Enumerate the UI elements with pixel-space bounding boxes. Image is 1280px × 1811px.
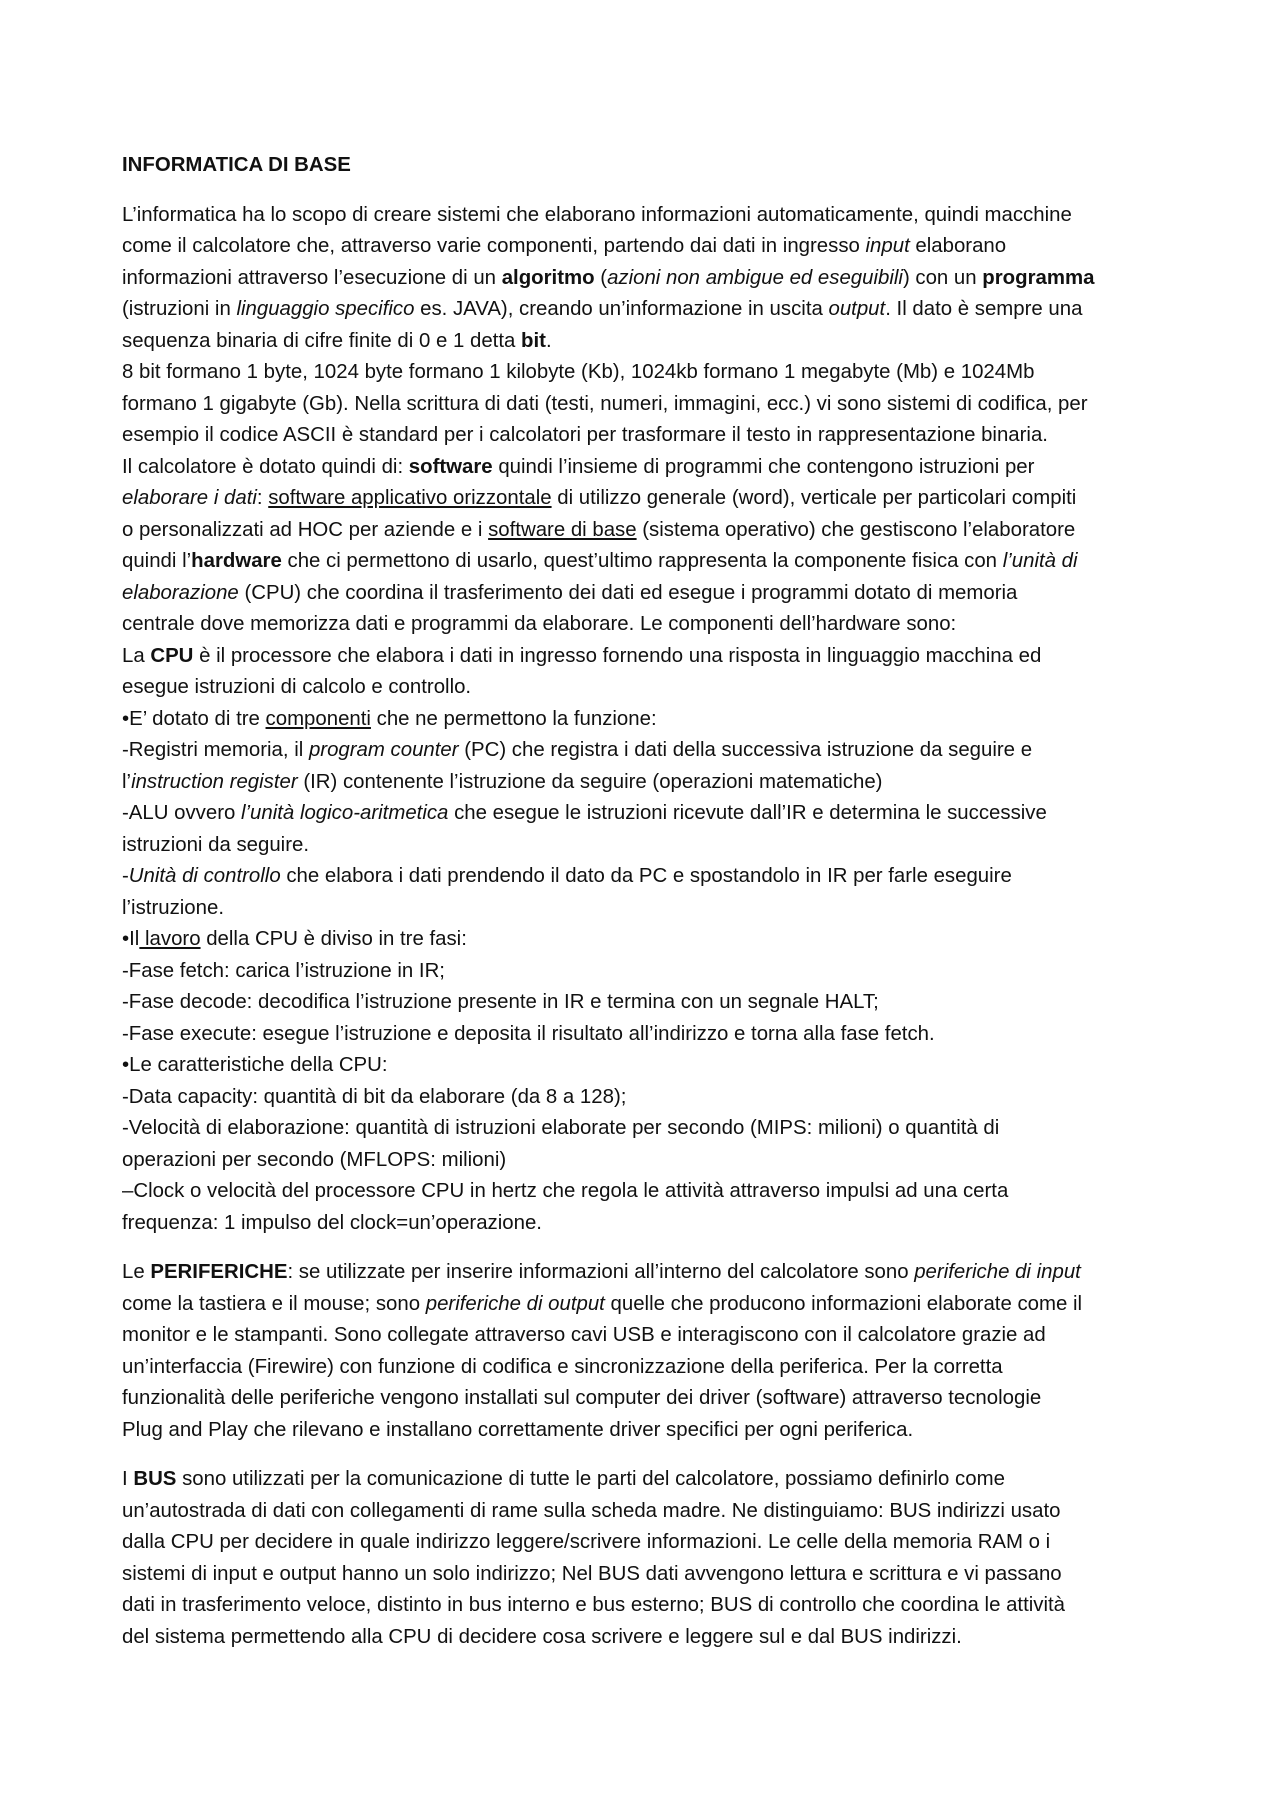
- text-run: -: [122, 865, 129, 887]
- text-run: (IR) contenente l’istruzione da seguire (operazioni matematiche): [297, 770, 883, 793]
- text-run: •E’ dotato di tre: [122, 707, 266, 730]
- text-line: [122, 1082, 1167, 1114]
- text-run: •Il: [122, 928, 140, 950]
- text-run: o personalizzati ad HOC per aziende e i: [122, 518, 489, 541]
- text-line: [122, 1019, 1167, 1051]
- text-line: [122, 200, 1167, 232]
- bold-term: CPU: [150, 644, 194, 667]
- text-run: -Velocità di elaborazione: quantità di istruzioni elaborate per secondo (MIPS: milioni) o quantità di: [122, 1117, 1000, 1139]
- italic-term: elaborare i dati: [122, 487, 257, 509]
- text-line: [122, 767, 1167, 799]
- text-line: [122, 1464, 1167, 1496]
- text-run: che esegue le istruzioni ricevute dall’IR e determina le successive: [448, 802, 1047, 824]
- text-line: [122, 1145, 1167, 1177]
- text-run: sistemi di input e output hanno un solo indirizzo; Nel BUS dati avvengono lettura e scrittura e vi passano: [122, 1562, 1062, 1585]
- italic-term: l’unità di: [1002, 550, 1078, 572]
- text-run: centrale dove memorizza dati e programmi da elaborare. Le componenti dell’hardware sono:: [122, 613, 957, 635]
- text-run: –Clock o velocità del processore CPU in hertz che regola le attività attraverso impulsi ad una certa: [122, 1180, 1009, 1202]
- bold-term: software: [408, 455, 493, 478]
- text-line: [122, 1289, 1167, 1321]
- text-line: [122, 263, 1167, 295]
- text-line: [122, 1257, 1167, 1289]
- text-line: [122, 1352, 1167, 1384]
- text-run: sono utilizzati per la comunicazione di tutte le parti del calcolatore, possiamo definirlo come: [176, 1468, 1005, 1490]
- text-line: [122, 893, 1167, 925]
- text-run: come il calcolatore che, attraverso varie componenti, partendo dai dati in ingresso: [122, 235, 866, 257]
- text-run: che ne permettono la funzione:: [370, 707, 657, 730]
- text-line: [122, 420, 1167, 452]
- text-run: dalla CPU per decidere in quale indirizzo leggere/scrivere informazioni. Le celle della memoria RAM o i: [122, 1531, 1051, 1553]
- text-line: [122, 231, 1167, 263]
- text-line: [122, 1113, 1167, 1145]
- text-line: [122, 515, 1167, 547]
- bold-term: hardware: [191, 550, 282, 572]
- text-run: L’informatica ha lo scopo di creare sistemi che elaborano informazioni automaticamente, quindi macchine: [122, 203, 1072, 226]
- text-run: (CPU) che coordina il trasferimento dei dati ed esegue i programmi dotato di memoria: [238, 581, 1018, 604]
- italic-term: azioni non ambigue ed eseguibili: [607, 266, 903, 289]
- text-line: [122, 1176, 1167, 1208]
- text-run: (istruzioni in: [122, 298, 237, 320]
- underlined-term: componenti: [265, 707, 371, 730]
- italic-term: output: [828, 298, 886, 320]
- text-run: del sistema permettendo alla CPU di decidere cosa scrivere e leggere sul e dal BUS indirizzi.: [122, 1625, 962, 1648]
- text-run: elaborano: [909, 235, 1007, 257]
- text-run: frequenza: 1 impulso del clock=un’operazione.: [122, 1211, 542, 1234]
- text-run: un’autostrada di dati con collegamenti di rame sulla scheda madre. Ne distinguiamo: BUS indirizzi usato: [122, 1499, 1061, 1522]
- text-run: Le: [122, 1261, 151, 1283]
- text-line: [122, 1383, 1167, 1415]
- paragraph-gap: [122, 1239, 1167, 1257]
- italic-term: instruction register: [131, 770, 298, 793]
- text-run: esegue istruzioni di calcolo e controllo.: [122, 676, 472, 698]
- paragraph-gap: [122, 1446, 1167, 1464]
- text-line: [122, 987, 1167, 1019]
- text-run: 8 bit formano 1 byte, 1024 byte formano 1 kilobyte (Kb), 1024kb formano 1 megabyte (Mb) e 1024Mb: [122, 361, 1035, 383]
- text-run: della CPU è diviso in tre fasi:: [200, 928, 467, 950]
- italic-term: periferiche di input: [914, 1261, 1081, 1283]
- bold-term: PERIFERICHE: [150, 1261, 288, 1283]
- text-line: [122, 357, 1167, 389]
- text-run: istruzioni da seguire.: [122, 833, 310, 856]
- italic-term: Unità di controllo: [128, 865, 281, 887]
- text-run: l’istruzione.: [122, 896, 224, 919]
- text-line: [122, 1527, 1167, 1559]
- text-run: (: [594, 266, 608, 289]
- text-run: -Registri memoria, il: [122, 739, 309, 761]
- text-run: -Fase decode: decodifica l’istruzione presente in IR e termina con un segnale HALT;: [122, 991, 879, 1013]
- text-run: è il processore che elabora i dati in ingresso fornendo una risposta in linguaggio macchina ed: [193, 644, 1042, 667]
- text-run: Plug and Play che rilevano e installano correttamente driver specifici per ogni periferica.: [122, 1418, 914, 1441]
- text-line: [122, 735, 1167, 767]
- text-run: ) con un: [902, 266, 983, 289]
- text-run: quindi l’: [122, 550, 192, 572]
- text-run: •Le caratteristiche della CPU:: [122, 1054, 388, 1076]
- text-line: [122, 452, 1167, 484]
- text-run: .: [545, 329, 552, 352]
- document-title: INFORMATICA DI BASE: [122, 154, 351, 176]
- document-body: [122, 150, 1167, 1653]
- text-line: [122, 1590, 1167, 1622]
- underlined-term: software di base: [488, 518, 637, 541]
- italic-term: input: [865, 235, 910, 257]
- underlined-term: software applicativo orizzontale: [268, 487, 552, 509]
- text-run: sequenza binaria di cifre finite di 0 e 1 detta: [122, 329, 522, 352]
- paragraph-periferiche: [122, 1257, 1167, 1446]
- text-run: operazioni per secondo (MFLOPS: milioni): [122, 1148, 507, 1171]
- bold-term: programma: [982, 266, 1095, 289]
- text-run: che elabora i dati prendendo il dato da PC e spostandolo in IR per farle eseguire: [280, 865, 1012, 887]
- bold-term: bit: [521, 329, 546, 352]
- text-line: [122, 1622, 1167, 1654]
- italic-term: program counter: [308, 739, 459, 761]
- text-run: . Il dato è sempre una: [885, 298, 1083, 320]
- text-run: che ci permettono di usarlo, quest’ultimo rappresenta la componente fisica con: [281, 550, 1003, 572]
- text-run: I: [122, 1468, 134, 1490]
- text-line: [122, 704, 1167, 736]
- text-line: [122, 1559, 1167, 1591]
- text-line: [122, 641, 1167, 673]
- text-run: funzionalità delle periferiche vengono installati sul computer dei driver (software) attraverso tecnologie: [122, 1387, 1042, 1409]
- italic-term: linguaggio specifico: [236, 298, 415, 320]
- text-run: La: [122, 644, 151, 667]
- text-run: monitor e le stampanti. Sono collegate attraverso cavi USB e interagiscono con il calcolatore grazie ad: [122, 1324, 1046, 1346]
- text-run: (PC) che registra i dati della successiva istruzione da seguire e: [458, 739, 1033, 761]
- text-line: [122, 546, 1167, 578]
- paragraph-gap: [122, 182, 1167, 200]
- text-run: -ALU ovvero: [122, 802, 241, 824]
- text-run: : se utilizzate per inserire informazioni all’interno del calcolatore sono: [287, 1261, 915, 1283]
- italic-term: periferiche di output: [425, 1292, 605, 1315]
- text-line: [122, 483, 1167, 515]
- text-run: :: [256, 487, 269, 509]
- text-line: [122, 924, 1167, 956]
- text-line: [122, 861, 1167, 893]
- text-line: [122, 578, 1167, 610]
- italic-term: l’unità logico-aritmetica: [241, 802, 449, 824]
- text-run: -Fase fetch: carica l’istruzione in IR;: [122, 959, 445, 982]
- text-run: esempio il codice ASCII è standard per i calcolatori per trasformare il testo in rappresentazione binaria.: [122, 424, 1048, 446]
- text-run: un’interfaccia (Firewire) con funzione di codifica e sincronizzazione della periferica. Per la corretta: [122, 1355, 1003, 1378]
- text-run: (sistema operativo) che gestiscono l’elaboratore: [636, 518, 1076, 541]
- text-line: [122, 1415, 1167, 1447]
- text-line: [122, 1496, 1167, 1528]
- text-run: l’: [122, 770, 132, 793]
- bold-term: algoritmo: [501, 266, 595, 289]
- bold-term: BUS: [133, 1468, 177, 1490]
- text-line: [122, 609, 1167, 641]
- text-line: [122, 672, 1167, 704]
- paragraph-bus: [122, 1464, 1167, 1653]
- paragraph-intro: [122, 200, 1167, 1240]
- italic-term: elaborazione: [122, 581, 239, 604]
- text-run: -Data capacity: quantità di bit da elaborare (da 8 a 128);: [122, 1085, 627, 1108]
- text-line: [122, 389, 1167, 421]
- text-line: [122, 956, 1167, 988]
- text-run: di utilizzo generale (word), verticale per particolari compiti: [551, 487, 1077, 509]
- text-line: [122, 326, 1167, 358]
- text-run: informazioni attraverso l’esecuzione di un: [122, 266, 502, 289]
- text-line: [122, 1320, 1167, 1352]
- text-run: come la tastiera e il mouse; sono: [122, 1292, 426, 1315]
- text-run: quindi l’insieme di programmi che contengono istruzioni per: [492, 455, 1035, 478]
- text-line: [122, 1050, 1167, 1082]
- text-line: [122, 1208, 1167, 1240]
- text-run: dati in trasferimento veloce, distinto in bus interno e bus esterno; BUS di controllo che coordina le attività: [122, 1594, 1066, 1616]
- text-line: [122, 798, 1167, 830]
- text-run: Il calcolatore è dotato quindi di:: [122, 455, 409, 478]
- underlined-term: lavoro: [139, 928, 201, 950]
- text-run: -Fase execute: esegue l’istruzione e deposita il risultato all’indirizzo e torna alla fase fetch.: [122, 1022, 935, 1045]
- text-run: quelle che producono informazioni elaborate come il: [604, 1292, 1083, 1315]
- text-line: [122, 830, 1167, 862]
- text-line: [122, 294, 1167, 326]
- text-run: es. JAVA), creando un’informazione in uscita: [414, 298, 829, 320]
- text-run: formano 1 gigabyte (Gb). Nella scrittura di dati (testi, numeri, immagini, ecc.) vi sono sistemi di codifica, per: [122, 392, 1088, 415]
